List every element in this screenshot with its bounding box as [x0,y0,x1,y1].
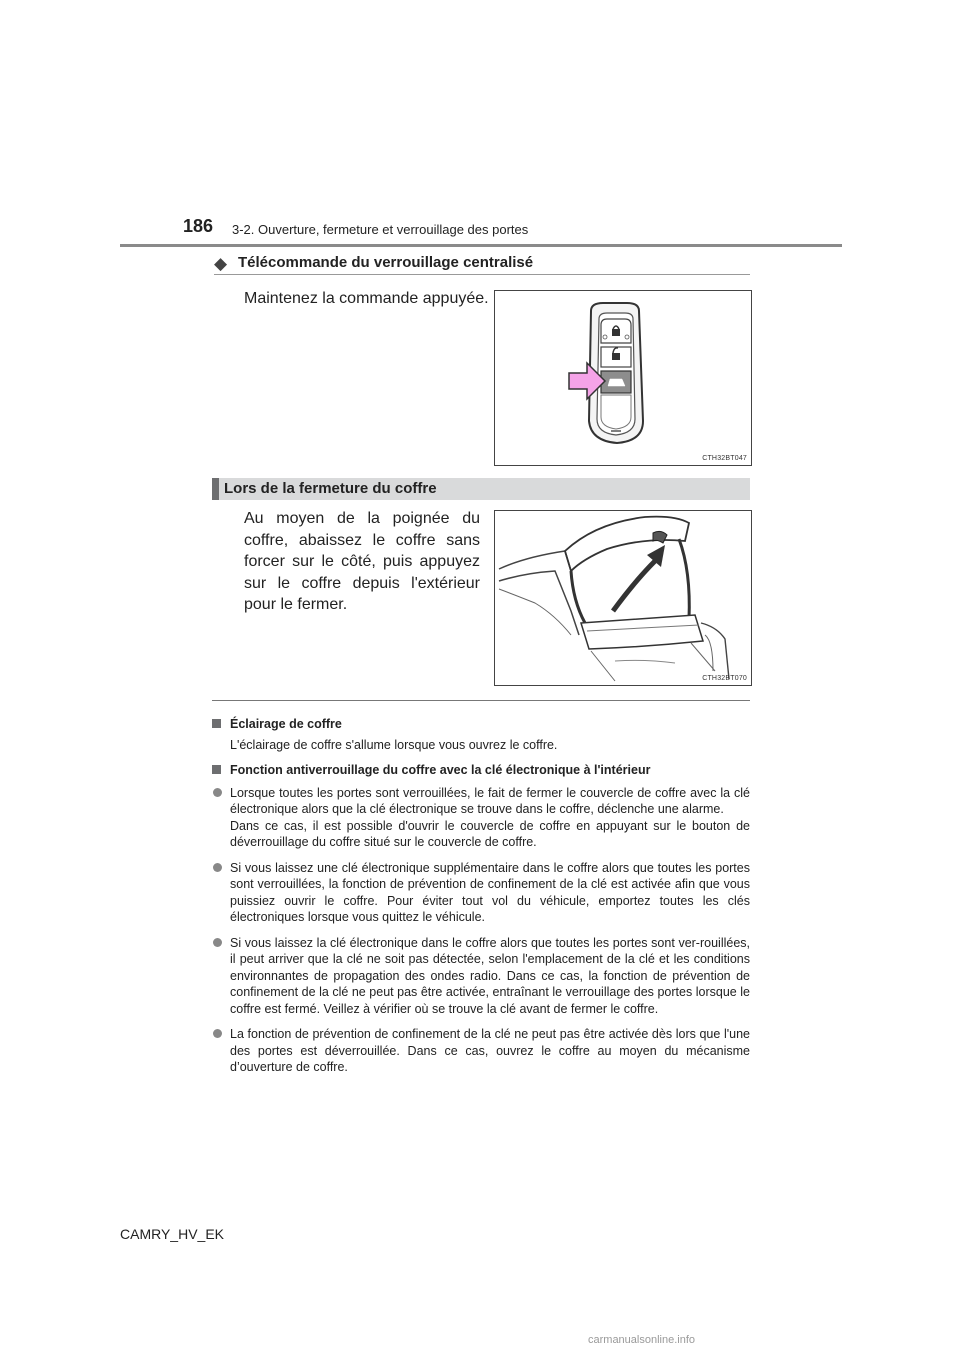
round-bullet-icon [213,938,222,947]
list-item-text: Lorsque toutes les portes sont verrouillées, le fait de fermer le couvercle de coffre avec la clé électronique alors que la clé électronique se trouve dans le coffre, déclenche une alarme. [230,785,750,816]
notes-divider [212,700,750,701]
remote-heading [214,254,750,275]
trunk-figure [494,510,752,686]
round-bullet-icon [213,1029,222,1038]
list-item-text: Si vous laissez la clé électronique dans le coffre alors que toutes les portes sont ver-rouillées, il peut arriver que la clé ne soit pas détectée, selon l'emplacement de la clé et les conditions environnantes de propagation des ondes radio. Dans ce cas, la fonction de prévention de confinement de la clé ne peut pas être activée, entraînant le verrouillage des portes lorsque le coffre est fermé. Veillez à vérifier où se trouve la clé avant de fermer le coffre. [230,935,750,1016]
unlock-icon [612,353,620,360]
remote-heading-text: Télécommande du verrouillage centralisé [238,254,534,271]
section-accent [212,478,219,500]
key-fob-illustration [495,291,751,465]
key-fob-figure [494,290,752,466]
page-number: 186 [183,216,214,236]
figure-code: CTH32BT070 [702,675,747,682]
header-divider [120,244,842,247]
note-heading-text: Éclairage de coffre [230,717,342,731]
section-heading-text: Lors de la fermeture du coffre [224,480,437,497]
diamond-icon: ◆ [214,254,228,273]
square-bullet-icon [212,765,221,774]
notes-section [212,710,750,1076]
list-item-text: Dans ce cas, il est possible d'ouvrir le couvercle de coffre en appuyant sur le bouton de déverrouillage du coffre situé sur le couvercle de coffre. [230,818,750,849]
list-item [212,785,750,851]
watermark: carmanualsonline.info [588,1334,696,1346]
lock-icon [612,329,620,336]
note-heading [212,716,750,733]
note-text: L'éclairage de coffre s'allume lorsque vous ouvrez le coffre. [230,737,558,752]
model-code: CAMRY_HV_EK [120,1226,225,1242]
list-item-text: Si vous laissez une clé électronique supplémentaire dans le coffre alors que toutes les portes sont verrouillées, la fonction de prévention de confinement de la clé est activée afin que vous puissiez ouvrir le coffre. Pour éviter tout vol du véhicule, emportez toutes les clés électroniques lorsque vous quittez le véhicule. [230,860,750,924]
list-item-text: La fonction de prévention de confinement de la clé ne peut pas être activée dès lors que l'une des portes est déverrouillée. Dans ce cas, ouvrez le coffre au moyen du mécanisme d’ouverture de coffre. [230,1027,750,1074]
list-item [212,860,750,926]
remote-instruction: Maintenez la commande appuyée. [244,290,489,307]
trunk-icon [608,379,625,386]
list-item [212,1026,750,1076]
section-title: 3-2. Ouverture, fermeture et verrouillage des portes [232,222,529,237]
list-item [212,935,750,1018]
note-heading-text: Fonction antiverrouillage du coffre avec la clé électronique à l'intérieur [230,763,651,777]
figure-code: CTH32BT047 [702,455,747,462]
note-heading [212,762,750,779]
trunk-illustration [495,511,751,685]
square-bullet-icon [212,719,221,728]
trunk-handle-icon [653,531,667,543]
section-heading-bar [212,478,750,500]
round-bullet-icon [213,788,222,797]
round-bullet-icon [213,863,222,872]
close-instruction: Au moyen de la poignée du coffre, abaissez le coffre sans forcer sur le côté, puis appuyez sur le coffre depuis l'extérieur pour le fermer. [244,510,480,613]
